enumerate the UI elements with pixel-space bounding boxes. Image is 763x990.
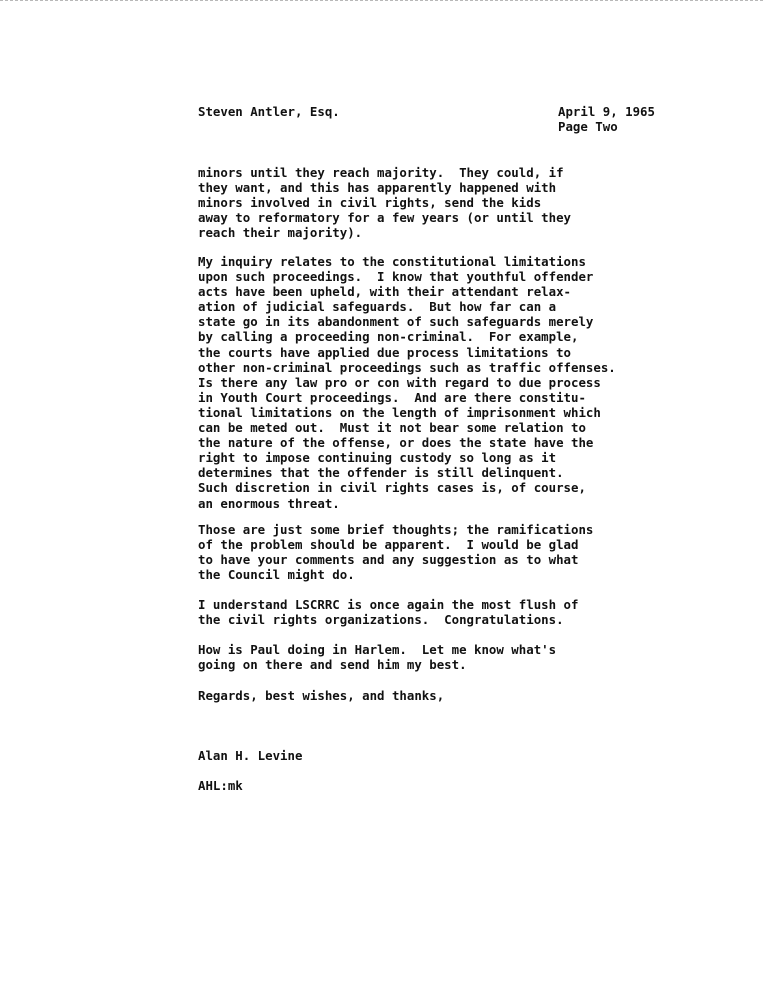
paragraph-4 (198, 597, 578, 627)
signature-text: Alan H. Levine (198, 748, 303, 763)
text-line: I understand LSCRRC is once again the most flush of (198, 597, 579, 612)
text-line: Is there any law pro or con with regard to due process (198, 374, 601, 390)
text-line: minors involved in civil rights, send the kids (198, 195, 542, 211)
text-line: Those are just some brief thoughts; the ramifications (198, 522, 594, 537)
text-line: state go in its abandonment of such safeguards merely (198, 314, 594, 330)
text-line: by calling a proceeding non-criminal. For example, (198, 329, 579, 345)
text-line: in Youth Court proceedings. And are there constitu- (198, 389, 586, 405)
text-line: tional limitations on the length of imprisonment which (198, 404, 601, 420)
paragraph-2 (198, 254, 616, 511)
text-line: the courts have applied due process limitations to (198, 344, 571, 360)
text-line: Such discretion in civil rights cases is, of course, (198, 480, 586, 496)
text-line: other non-criminal proceedings such as traffic offenses. (198, 359, 616, 375)
text-line: right to impose continuing custody so long as it (198, 450, 557, 466)
text-line: How is Paul doing in Harlem. Let me know what's (198, 642, 557, 657)
text-line: they want, and this has apparently happened with (198, 180, 557, 196)
text-line: reach their majority). (198, 225, 363, 241)
text-line: minors until they reach majority. They could, if (198, 165, 564, 180)
page-number: Page Two (558, 119, 618, 135)
text-line: an enormous threat. (198, 495, 340, 511)
reference-initials (198, 778, 243, 793)
text-line: the nature of the offense, or does the state have the (198, 435, 594, 451)
text-line: determines that the offender is still delinquent. (198, 465, 564, 481)
text-line: acts have been upheld, with their attendant relax- (198, 284, 571, 300)
text-line: of the problem should be apparent. I would be glad (198, 537, 579, 553)
text-line: ation of judicial safeguards. But how far can a (198, 299, 557, 315)
paragraph-5 (198, 642, 556, 672)
closing-text: Regards, best wishes, and thanks, (198, 688, 445, 703)
text-line: the civil rights organizations. Congratulations. (198, 612, 564, 628)
text-line: away to reformatory for a few years (or until they (198, 210, 571, 226)
text-line: going on there and send him my best. (198, 657, 467, 673)
initials-text: AHL:mk (198, 778, 243, 793)
text-line: to have your comments and any suggestion as to what (198, 552, 579, 568)
text-line: can be meted out. Must it not bear some relation to (198, 420, 586, 436)
signature-name (198, 748, 302, 763)
recipient-line: Steven Antler, Esq. (198, 104, 340, 119)
text-line: the Council might do. (198, 567, 355, 583)
letter-date: April 9, 1965 (558, 104, 655, 119)
date-block (558, 104, 655, 134)
text-line: My inquiry relates to the constitutional limitations (198, 254, 586, 269)
page-top-border (0, 0, 763, 1)
paragraph-3 (198, 522, 593, 582)
closing-line (198, 688, 444, 703)
paragraph-1 (198, 165, 571, 240)
text-line: upon such proceedings. I know that youthful offender (198, 269, 594, 285)
